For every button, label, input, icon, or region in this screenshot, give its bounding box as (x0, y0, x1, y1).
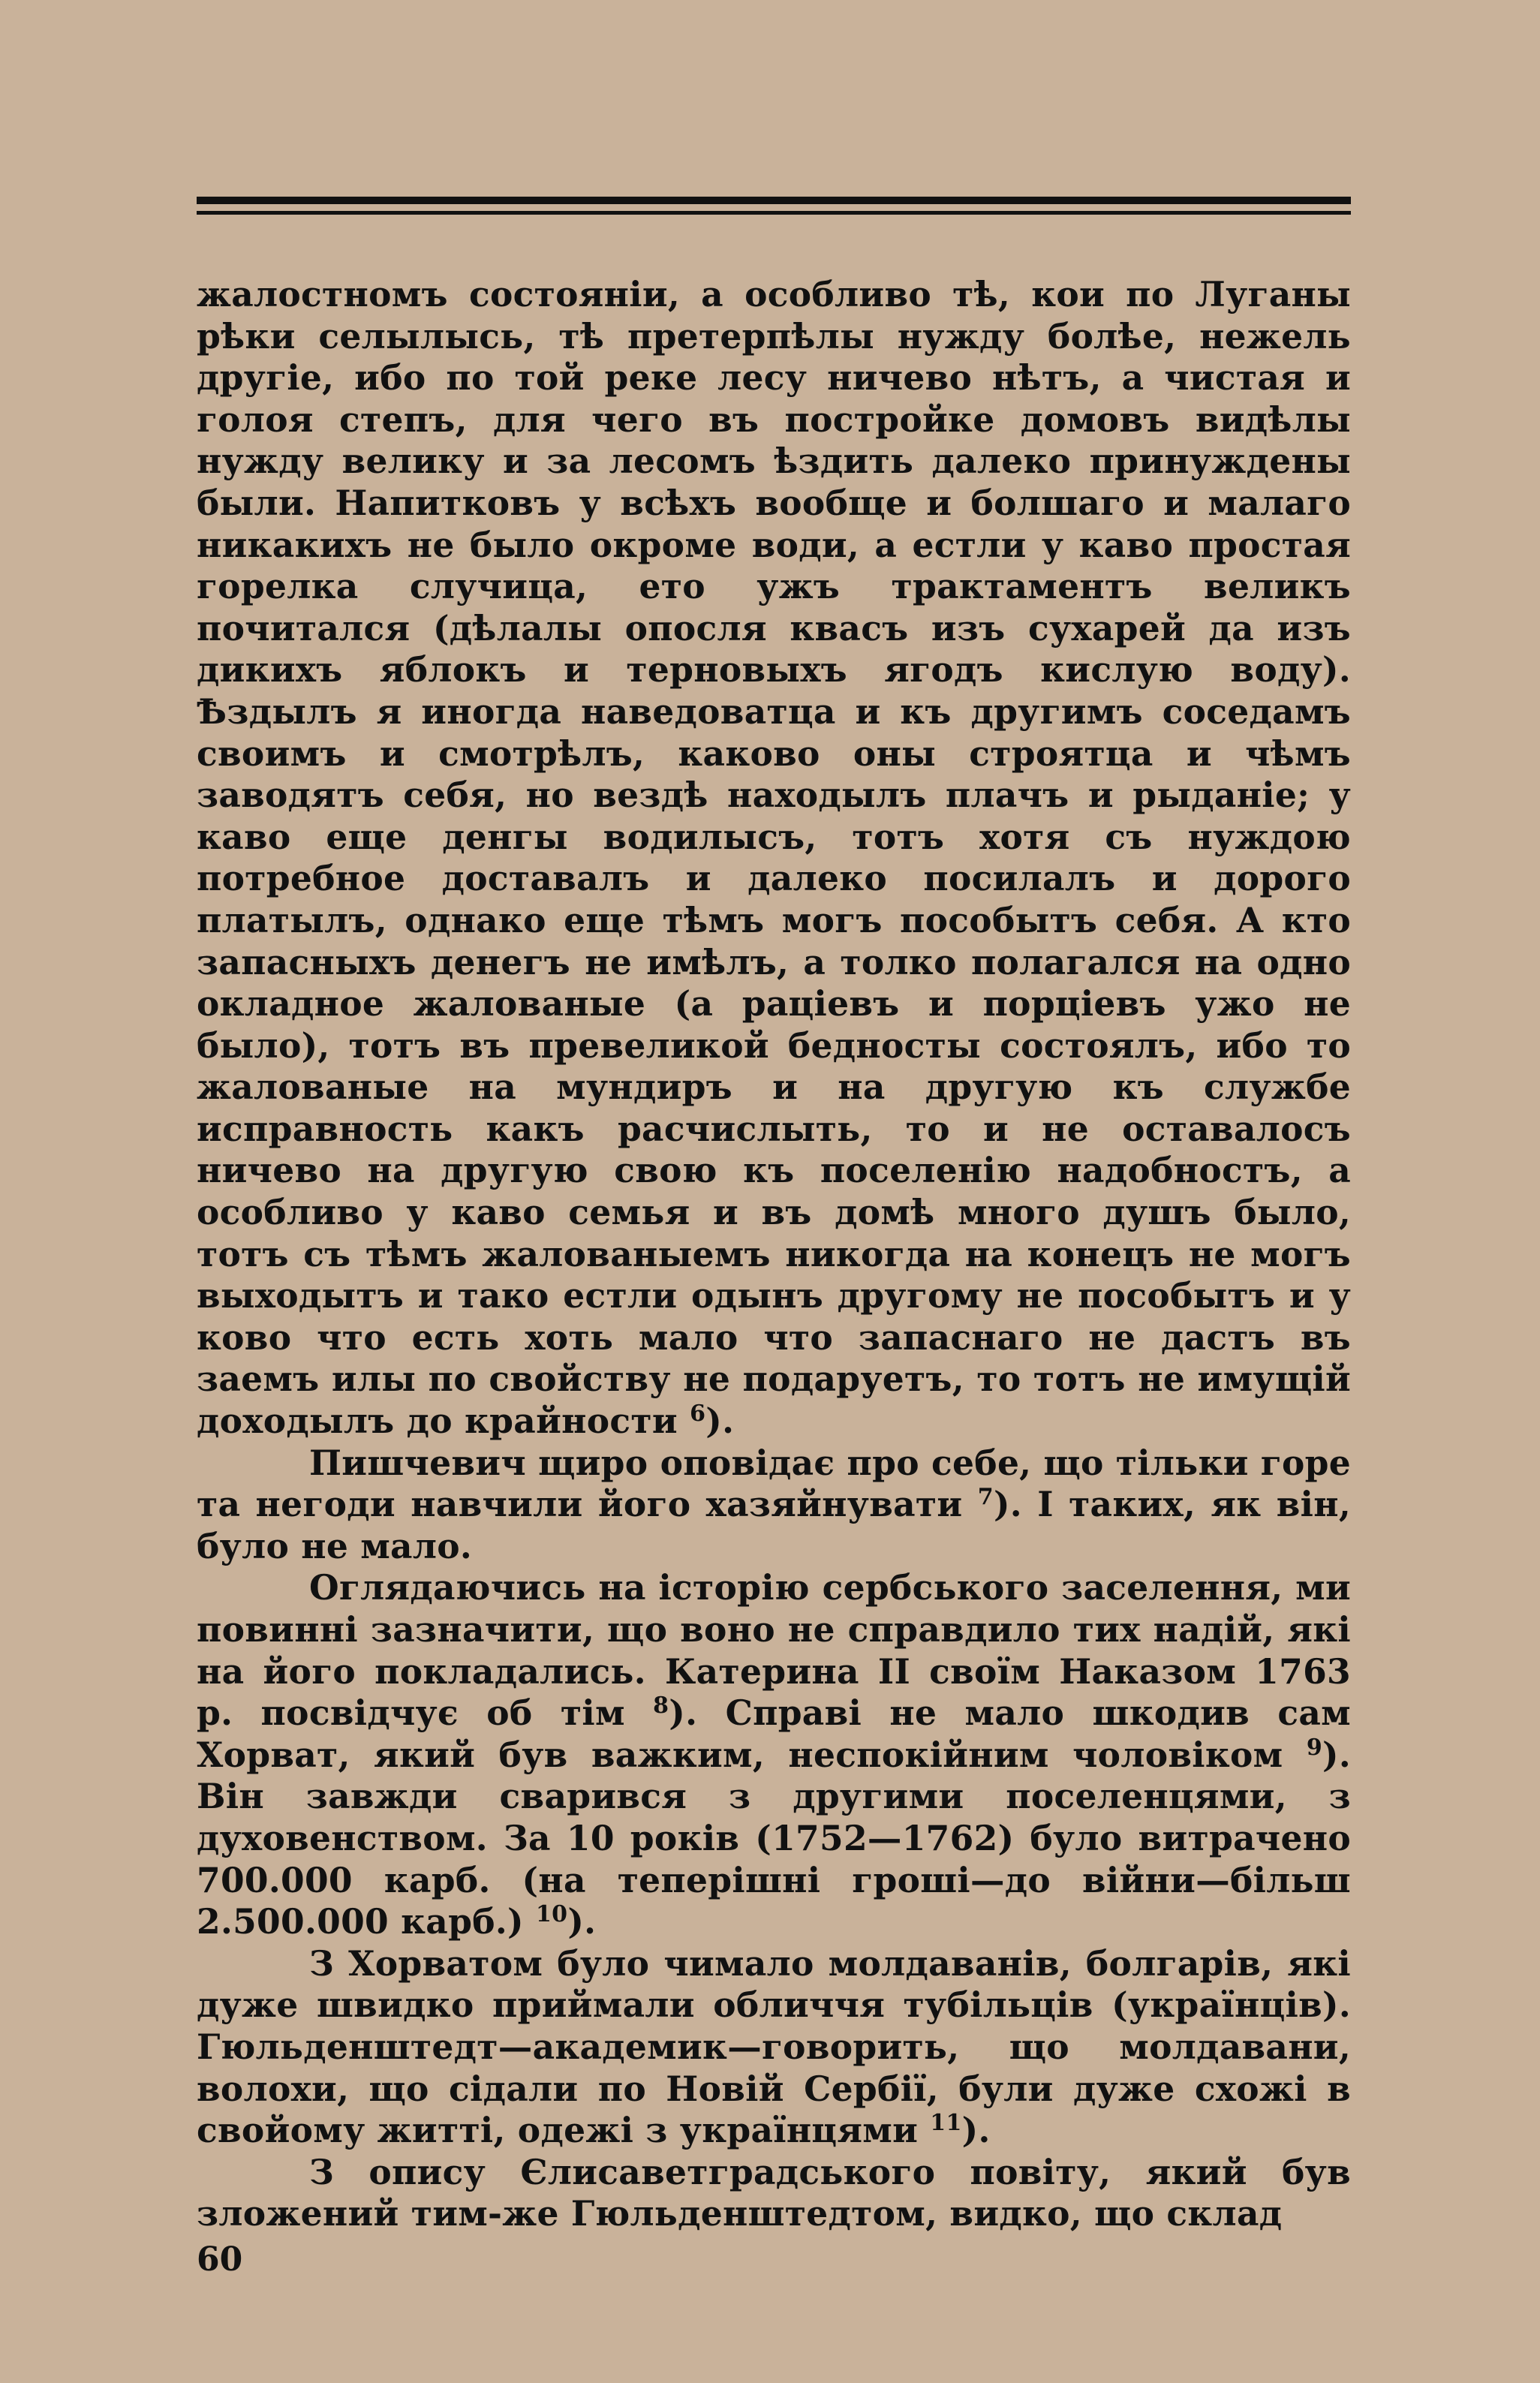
paragraph-5 (197, 2152, 1351, 2235)
paragraph-2-text: Пишчевич щиро оповідає про себе, що тільки горе та негоди навчили його хазяйнувати (197, 1442, 1351, 1525)
body-text (197, 274, 1351, 2235)
footnote-ref-9: 9 (1306, 1734, 1323, 1761)
header-rule (197, 197, 1351, 215)
header-rule-thick (197, 197, 1351, 204)
footnote-ref-6: 6 (690, 1400, 706, 1427)
paragraph-4-end: ). (961, 2110, 991, 2151)
paragraph-2 (197, 1443, 1351, 1568)
paragraph-5-text: З опису Єлисаветградського повіту, який був зложений тим-же Гюльденштедтом, видко, що склад (197, 2151, 1351, 2234)
paragraph-3-tail: ). Справі не мало шкодив сам Хорват, який був важким, неспокійним чоловіком (197, 1692, 1352, 1775)
paragraph-3-text: Оглядаючись на історію сербського заселення, ми повинні зазначити, що воно не справдило тих надій, які на його покладались. Катерина II своїм Наказом 1763 р. посвідчує об тім (197, 1567, 1351, 1734)
footnote-ref-8: 8 (653, 1692, 669, 1720)
paragraph-3-end: ). (567, 1901, 597, 1942)
paragraph-4-text: З Хорватом було чимало молдаванів, болгарів, які дуже швидко приймали обличчя тубільців (українців). Гюльденштедт—академик—говорить, що молдавани, волохи, що сідали по Новій Сербії, були дуже схожі в свойому житті, одежі з українцями (197, 1942, 1351, 2151)
header-rule-thin (197, 211, 1351, 215)
paragraph-3 (197, 1567, 1351, 1942)
footnote-ref-7: 7 (977, 1484, 994, 1511)
footnote-ref-10: 10 (535, 1901, 568, 1927)
paragraph-1-tail: ). (705, 1401, 735, 1442)
paragraph-1-text: жалостномъ состояніи, а особливо тѣ, кои по Луганы рѣки селылысь, тѣ претерпѣлы нужду болѣе, нежель другіе, ибо по той реке лесу ничево нѣтъ, а чистая и голоя степъ, для чего въ постройке домовъ видѣлы нужду велику и за лесомъ ѣздить далеко принуждены были. Напитковъ у всѣхъ вообще и болшаго и малаго никакихъ не было окроме води, а естли у каво простая горелка случица, ето ужъ трактаментъ великъ почитался (дѣлалы опосля квасъ изъ сухарей да изъ дикихъ яблокъ и терновыхъ ягодъ кислую воду). Ѣздылъ я иногда наведоватца и къ другимъ соседамъ своимъ и смотрѣлъ, каково оны строятца и чѣмъ заводятъ себя, но вездѣ находылъ плачъ и рыданіе; у каво еще денгы водилысъ, тотъ хотя съ нуждою потребное доставалъ и далеко посилалъ и дорого платылъ, однако еще тѣмъ могъ пособытъ себя. А кто запасныхъ денегъ не имѣлъ, а толко полагался на одно окладное жалованые (а раціевъ и порціевъ ужо не было), тотъ въ превеликой бедносты состоялъ, ибо то жалованые на мундиръ и на другую къ службе исправность какъ расчислыть, то и не оставалосъ ничево на другую свою къ поселенію надобностъ, а особливо у каво семья и въ домѣ много душъ было, тотъ съ тѣмъ жалованыемъ никогда на конецъ не могъ выходытъ и тако естли одынъ другому не пособытъ и у ково что есть хоть мало что запаснаго не дастъ въ заемъ илы по свойству не подаруетъ, то тотъ не имущій доходылъ до крайности (197, 274, 1351, 1442)
paragraph-4 (197, 1943, 1351, 2152)
paragraph-2-tail: ). І таких, як він, було не мало. (197, 1484, 1351, 1566)
page-number: 60 (197, 2240, 243, 2279)
paragraph-1 (197, 274, 1351, 1443)
paragraph-3-mid: ). Він завжди сварився з другими поселенцями, з духовенством. За 10 років (1752—1762) було витрачено 700.000 карб. (на теперішні гроші—до війни—більш 2.500.000 карб.) (197, 1734, 1352, 1942)
footnote-ref-11: 11 (930, 2109, 962, 2136)
